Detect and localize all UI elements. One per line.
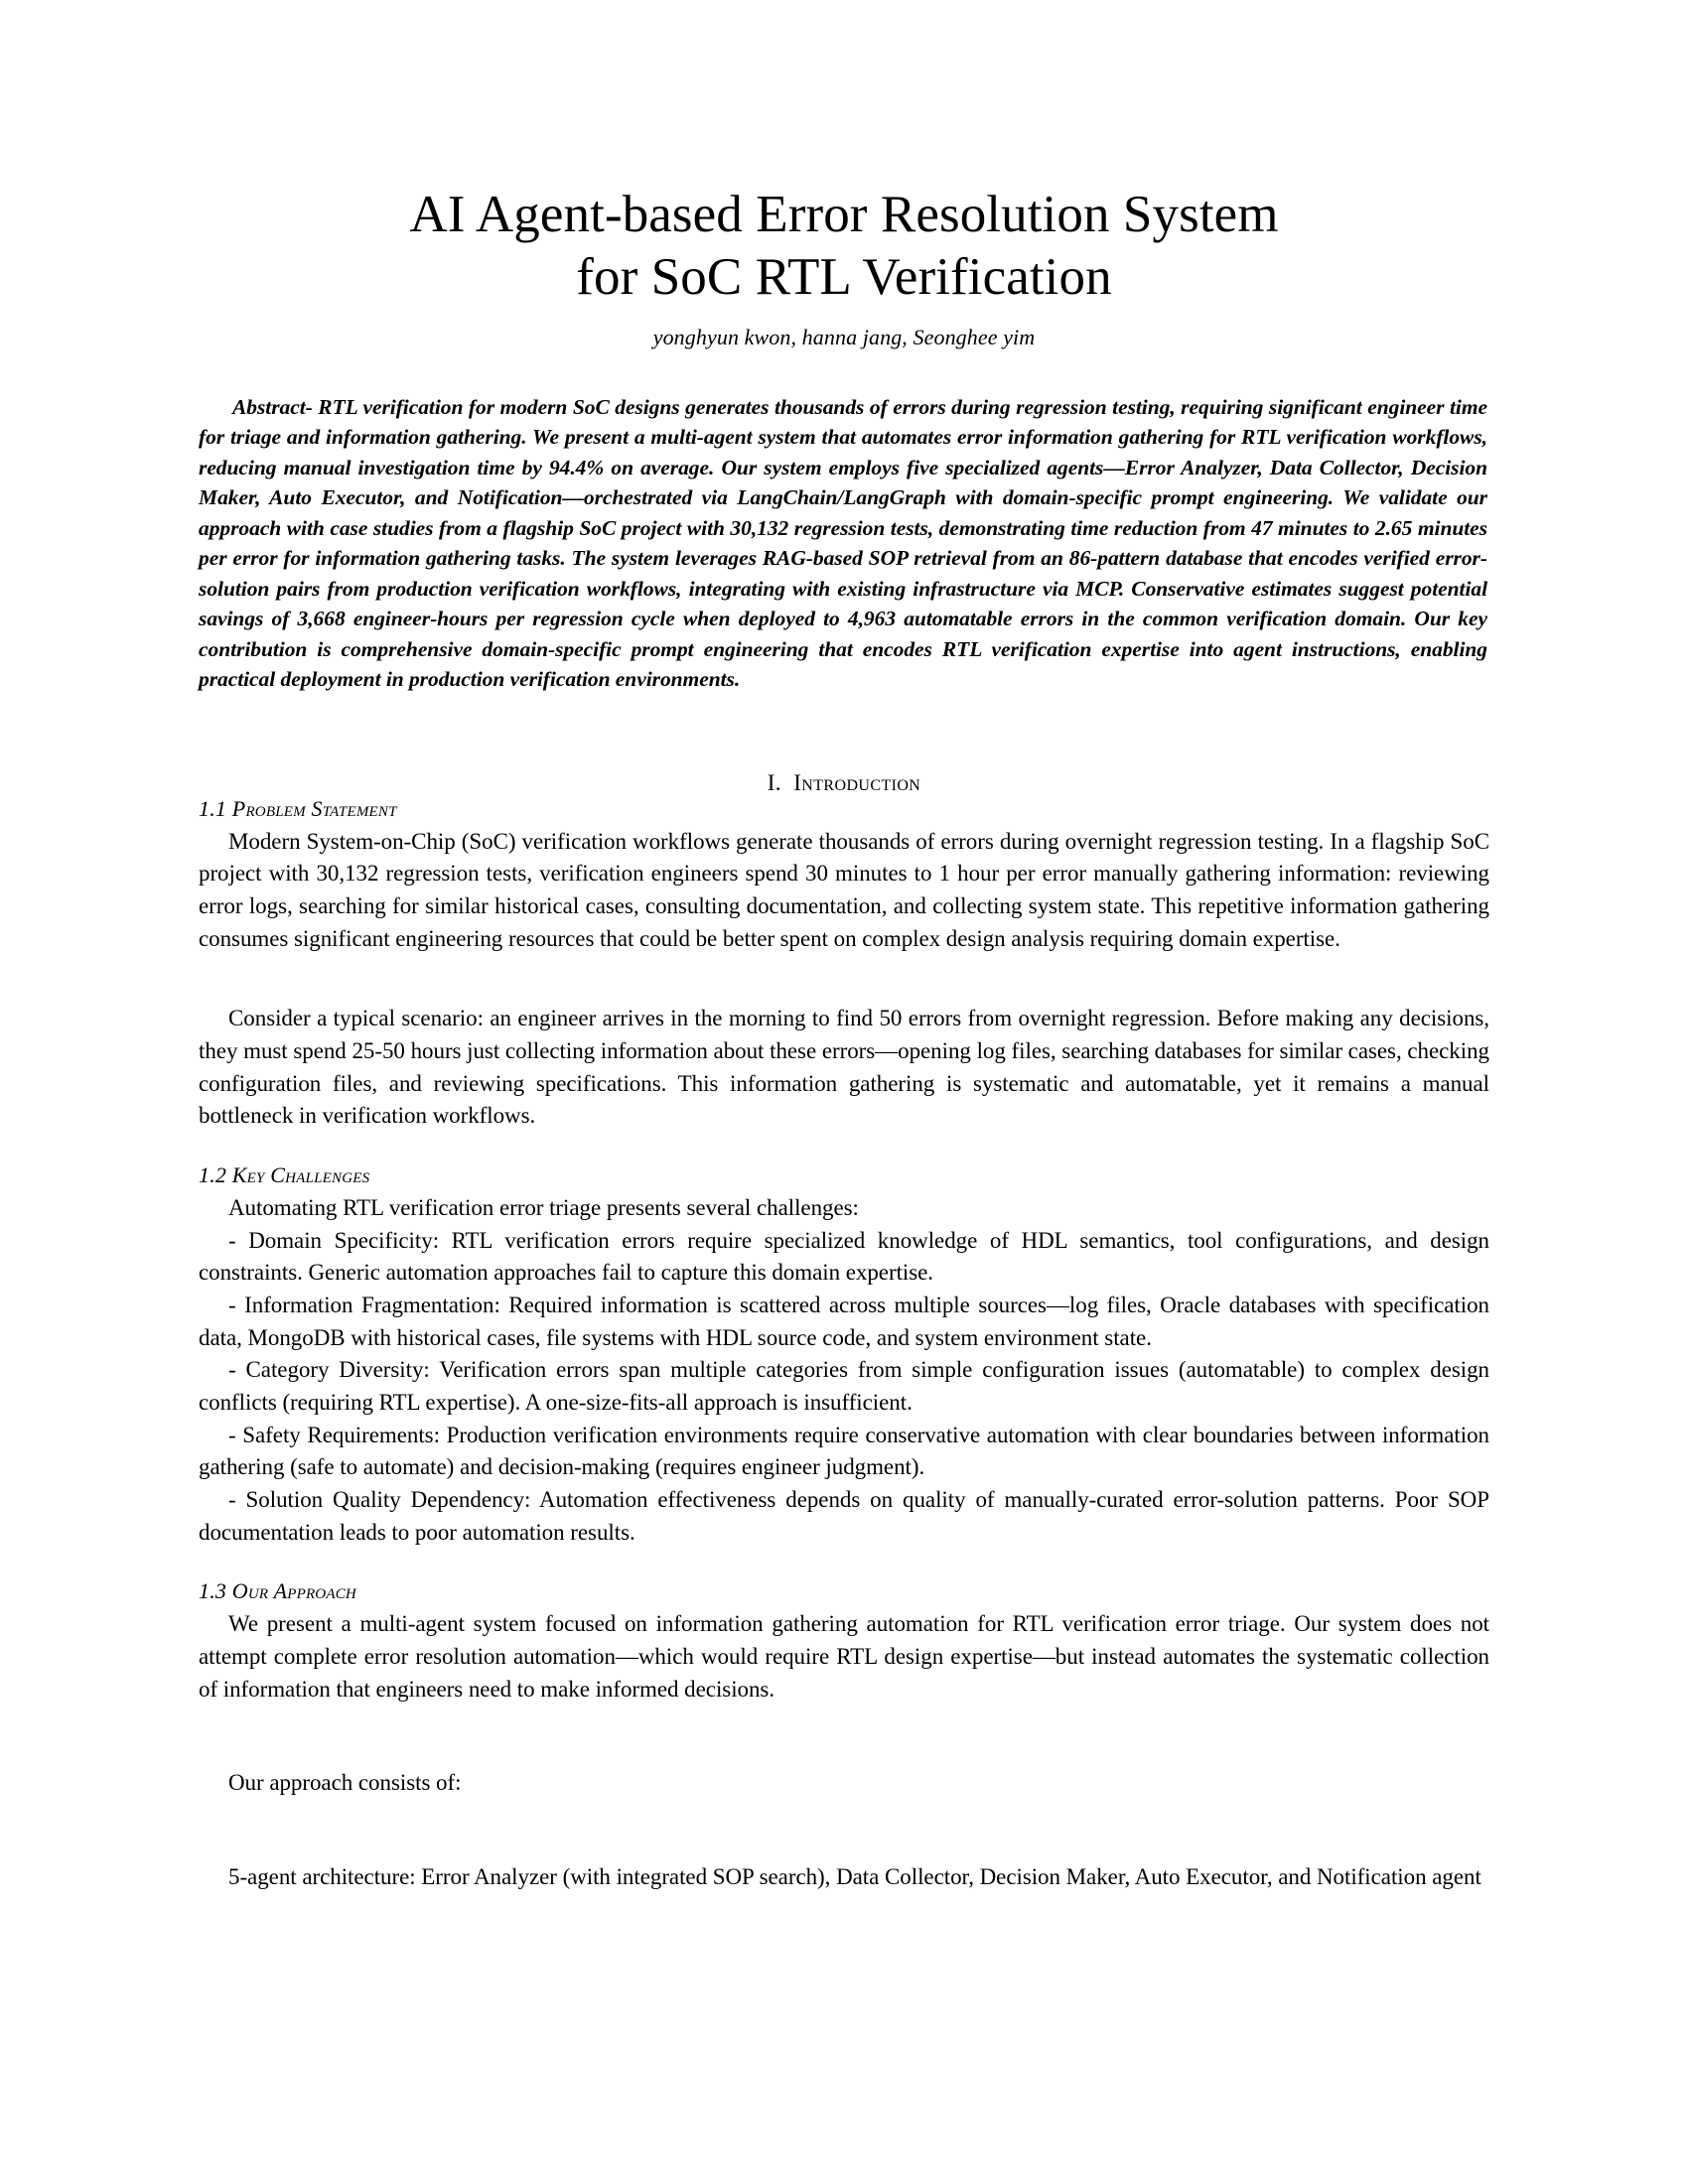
paragraph-problem-statement-1: Modern System-on-Chip (SoC) verification workflows generate thousands of errors during overnight regression testing. In a flagship SoC project with 30,132 regression tests, verification engineers spend 30 minutes to 1 hour per error manually gathering information: reviewing error logs, searching for similar historical cases, consulting documentation, and collecting system state. This repetitive information gathering consumes significant engineering resources that could be better spent on complex design analysis requiring domain expertise. — [199, 828, 1489, 951]
title-line-2: for SoC RTL Verification — [576, 247, 1112, 306]
section-numeral: I. — [767, 769, 781, 795]
abstract-paragraph: Abstract- RTL verification for modern SoC designs generates thousands of errors during regression testing, requiring significant engineer time for triage and information gathering. We present a multi-agent system that automates error information gathering for RTL verification workflows, reducing manual investigation time by 94.4% on average. Our system employs five specialized agents—Error Analyzer, Data Collector, Decision Maker, Auto Executor, and Notification—orchestrated via LangChain/LangGraph with domain-specific prompt engineering. We validate our approach with case studies from a flagship SoC project with 30,132 regression tests, demonstrating time reduction from 47 minutes to 2.65 minutes per error for information gathering tasks. The system leverages RAG-based SOP retrieval from an 86-pattern database that encodes verified error-solution pairs from production verification workflows, integrating with existing infrastructure via MCP. Conservative estimates suggest potential savings of 3,668 engineer-hours per regression cycle when deployed to 4,963 automatable errors in the common verification domain. Our key contribution is comprehensive domain-specific prompt engineering that encodes RTL verification expertise into agent instructions, enabling practical deployment in production verification environments. — [199, 394, 1487, 692]
paper-content-column — [199, 0, 1489, 1894]
paragraph-our-approach-consists-of: Our approach consists of: — [228, 1770, 462, 1796]
page-title — [199, 184, 1489, 308]
section-title: Introduction — [793, 769, 921, 795]
title-line-1: AI Agent-based Error Resolution System — [409, 186, 1279, 243]
subsection-heading-our-approach: 1.3 Our Approach — [199, 1578, 356, 1604]
subsection-heading-key-challenges: 1.2 Key Challenges — [199, 1162, 370, 1188]
subsection-heading-problem-statement: 1.1 Problem Statement — [199, 795, 397, 821]
challenge-item-safety-requirements: - Safety Requirements: Production verification environments require conservative automation with clear boundaries between information gathering (safe to automate) and decision-making (requires engineer judgment). — [199, 1422, 1489, 1480]
paragraph-our-approach-1: We present a multi-agent system focused on information gathering automation for RTL verification error triage. Our system does not attempt complete error resolution automation—which would require RTL design expertise—but instead automates the systematic collection of information that engineers need to make informed decisions. — [199, 1611, 1489, 1702]
section-heading-introduction — [199, 770, 1489, 796]
author-list: yonghyun kwon, hanna jang, Seonghee yim — [652, 325, 1036, 350]
paragraph-problem-statement-2: Consider a typical scenario: an engineer arrives in the morning to find 50 errors from overnight regression. Before making any decisions, they must spend 25-50 hours just collecting information about these errors—opening log files, searching databases for similar cases, checking configuration files, and reviewing specifications. This information gathering is systematic and automatable, yet it remains a manual bottleneck in verification workflows. — [199, 1006, 1489, 1129]
challenge-item-solution-quality-dependency: - Solution Quality Dependency: Automation effectiveness depends on quality of manually-curated error-solution patterns. Poor SOP documentation leads to poor automation results. — [199, 1486, 1489, 1545]
challenge-item-domain-specificity: - Domain Specificity: RTL verification errors require specialized knowledge of HDL semantics, tool configurations, and design constraints. Generic automation approaches fail to capture this domain expertise. — [199, 1227, 1489, 1286]
title-block — [199, 0, 1489, 352]
paragraph-key-challenges-intro: Automating RTL verification error triage presents several challenges: — [228, 1195, 859, 1221]
challenge-item-category-diversity: - Category Diversity: Verification errors span multiple categories from simple configuration issues (automatable) to complex design conflicts (requiring RTL expertise). A one-size-fits-all approach is insufficient. — [199, 1357, 1489, 1415]
paragraph-our-approach-architecture: 5-agent architecture: Error Analyzer (with integrated SOP search), Data Collector, Decision Maker, Auto Executor, and Notification agent — [228, 1863, 1481, 1889]
challenge-item-information-fragmentation: - Information Fragmentation: Required information is scattered across multiple sources—log files, Oracle databases with specification data, MongoDB with historical cases, file systems with HDL source code, and system environment state. — [199, 1293, 1489, 1350]
